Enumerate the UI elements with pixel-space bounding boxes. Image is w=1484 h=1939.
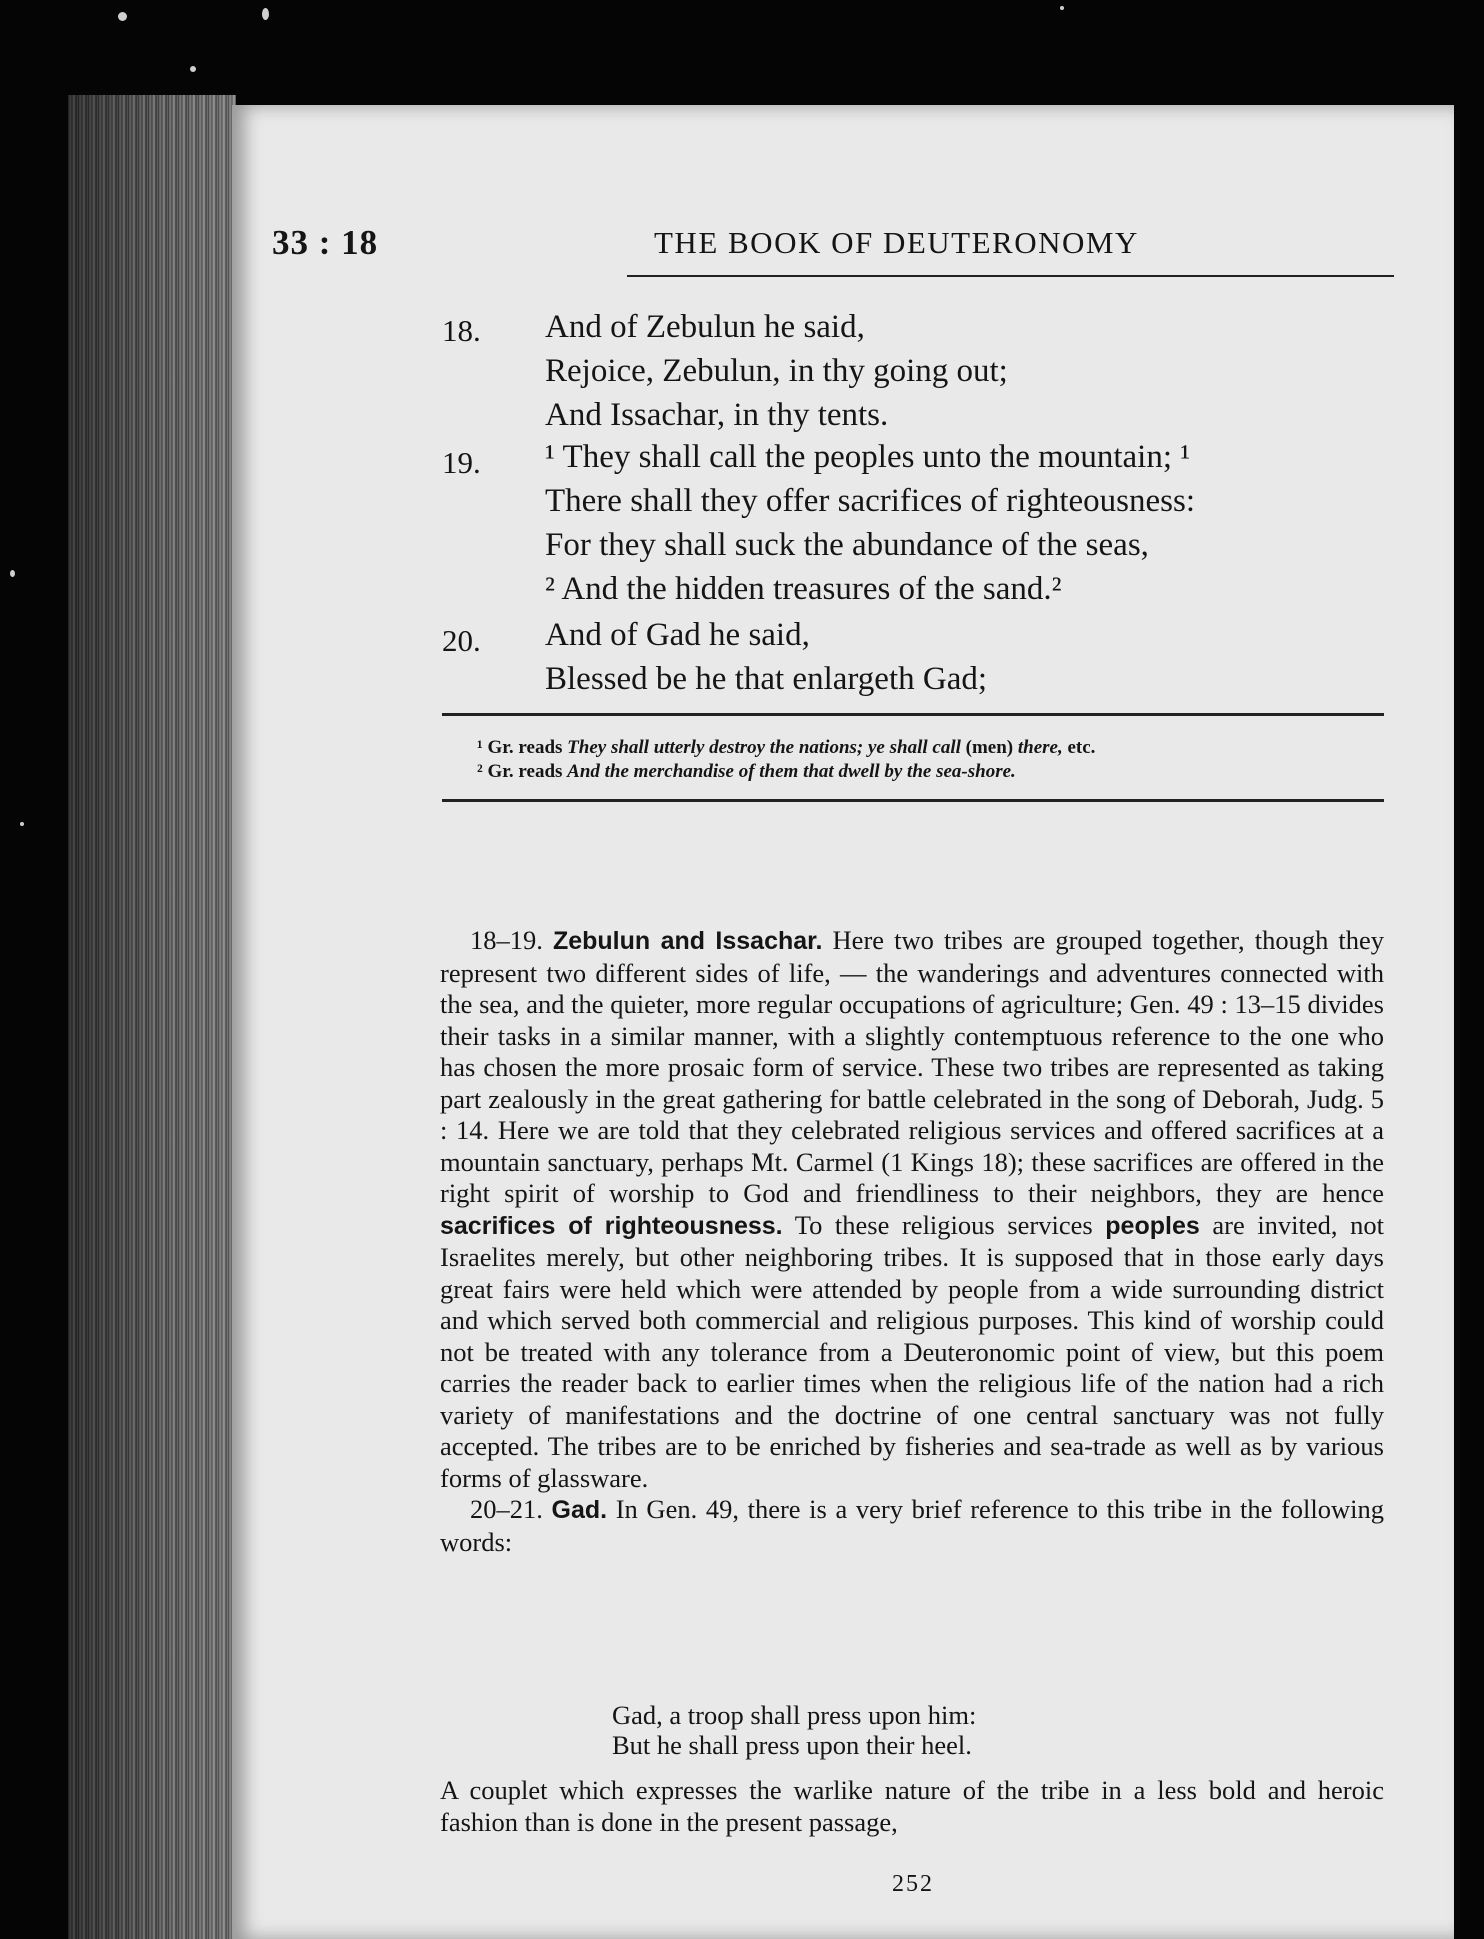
footnote-rule-top	[442, 713, 1384, 716]
verse-number: 19.	[442, 445, 481, 480]
page-number: 252	[892, 1871, 934, 1897]
book-title: THE BOOK OF DEUTERONOMY	[654, 225, 1139, 260]
verse-line: Blessed be he that enlargeth Gad;	[545, 661, 988, 697]
verse-line: ² And the hidden treasures of the sand.²	[545, 571, 1062, 607]
verse-line: And of Zebulun he said,	[545, 309, 865, 345]
running-header	[272, 223, 1394, 283]
section-heading: Gad.	[551, 1496, 608, 1524]
chapter-verse-reference: 33 : 18	[272, 223, 379, 262]
section-reference: 18–19.	[470, 925, 543, 955]
spine-shadow	[68, 95, 236, 1939]
verse-line: There shall they offer sacrifices of righteousness:	[545, 483, 1195, 519]
verse-line: For they shall suck the abundance of the seas,	[545, 527, 1149, 563]
verse-line: Rejoice, Zebulun, in thy going out;	[545, 353, 1008, 389]
verse-line: And of Gad he said,	[545, 617, 810, 653]
footnote-rule-bottom	[442, 799, 1384, 802]
section-heading: Zebulun and Issachar.	[552, 927, 823, 955]
verse-line: And Issachar, in thy tents.	[545, 397, 889, 433]
section-reference: 20–21.	[470, 1494, 543, 1524]
commentary-paragraph: A couplet which expresses the warlike nature of the tribe in a less bold and heroic fashion than is done in the present passage,	[440, 1775, 1384, 1837]
footnote-1: ¹ Gr. reads They shall utterly destroy the nations; ye shall call (men) there, etc.	[477, 737, 1096, 758]
commentary-paragraph: 18–19. Zebulun and Issachar. Here two tribes are grouped together, though they represent two different sides of life, — the wanderings and adventures connected with the sea, and the quieter, more regular occupations of agriculture; Gen. 49 : 13–15 divides their tasks in a similar manner, with a slightly contemptuous reference to the one who has chosen the more prosaic form of service. These two tribes are represented as taking part zealously in the great gathering for battle celebrated in the song of Deborah, Judg. 5 : 14. Here we are told that they celebrated religious services and offered sacrifices at a mountain sanctuary, perhaps Mt. Carmel (1 Kings 18); these sacrifices are offered in the right spirit of worship to God and friendliness to their neighbors, they are hence sacrifices of righteousness. To these religious services peoples are invited, not Israelites merely, but other neighboring tribes. It is supposed that in those early days great fairs were held which were attended by people from a wide surrounding district and which served both commercial and religious purposes. This kind of worship could not be treated with any tolerance from a Deuteronomic point of view, but this poem carries the reader back to earlier times when the religious life of the nation had a rich variety of manifestations and the doctrine of one central sanctuary was not fully accepted. The tribes are to be enriched by fisheries and sea-trade as well as by various forms of glassware.	[440, 925, 1385, 1493]
verse-number: 18.	[442, 313, 481, 348]
header-rule	[627, 275, 1394, 277]
footnote-2: ² Gr. reads And the merchandise of them that dwell by the sea-shore.	[477, 761, 1016, 782]
commentary-paragraph: 20–21. Gad. In Gen. 49, there is a very brief reference to this tribe in the following words:	[440, 1494, 1385, 1557]
quoted-couplet-line: Gad, a troop shall press upon him:	[612, 1700, 977, 1730]
verse-line: ¹ They shall call the peoples unto the mountain; ¹	[545, 439, 1191, 475]
book-page	[232, 105, 1454, 1939]
quoted-couplet-line: But he shall press upon their heel.	[612, 1730, 972, 1760]
verse-number: 20.	[442, 623, 481, 658]
commentary	[440, 925, 1384, 1558]
